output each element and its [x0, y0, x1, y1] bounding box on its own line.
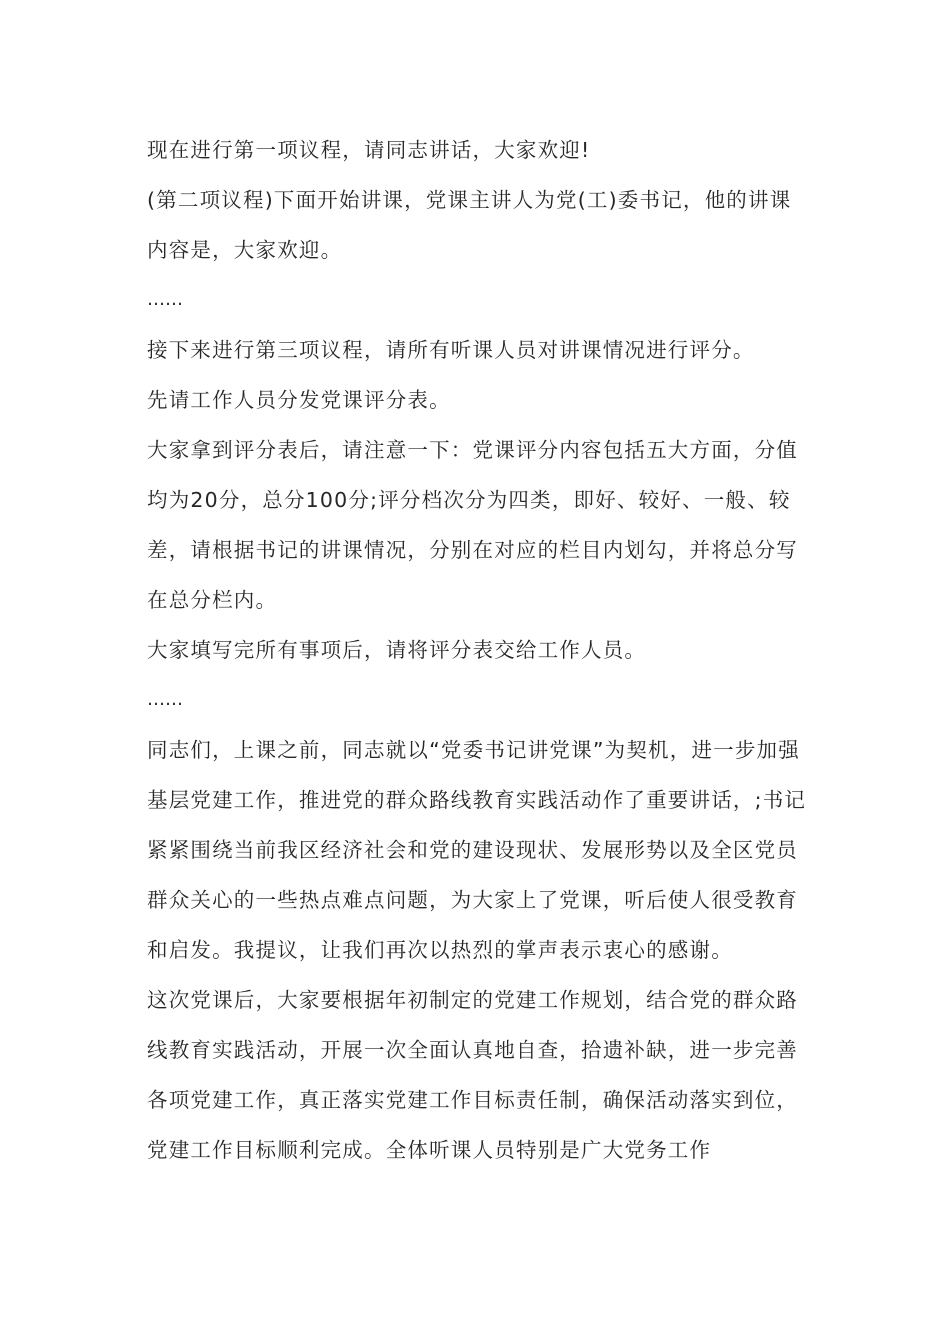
paragraph-ellipsis: …… — [147, 689, 183, 710]
paragraph-scoring-instructions: 大家拿到评分表后，请注意一下：党课评分内容包括五大方面，分值均为20分，总分100分;评分档次分为四类，即好、较好、一般、较差，请根据书记的讲课情况，分别在对应的栏目内划勾，并将总分写在总分栏内。 — [147, 438, 798, 612]
paragraph-agenda-two: (第二项议程)下面开始讲课，党课主讲人为党(工)委书记，他的讲课内容是，大家欢迎。 — [147, 188, 792, 262]
paragraph-ellipsis: …… — [147, 289, 183, 310]
paragraph-agenda-three: 接下来进行第三项议程，请所有听课人员对讲课情况进行评分。 — [147, 338, 755, 362]
paragraph-follow-up: 这次党课后，大家要根据年初制定的党建工作规划，结合党的群众路线教育实践活动，开展一次全面认真地自查，拾遗补缺，进一步完善各项党建工作，真正落实党建工作目标责任制，确保活动落实到位，党建工作目标顺利完成。全体听课人员特别是广大党务工作 — [147, 988, 798, 1162]
document-body — [147, 125, 807, 1175]
paragraph-submit-forms: 大家填写完所有事项后，请将评分表交给工作人员。 — [147, 638, 647, 662]
paragraph-agenda-one: 现在进行第一项议程，请同志讲话，大家欢迎! — [147, 138, 591, 162]
paragraph-distribute-forms: 先请工作人员分发党课评分表。 — [147, 388, 451, 412]
paragraph-thanks: 同志们，上课之前，同志就以“党委书记讲党课”为契机，进一步加强基层党建工作，推进党的群众路线教育实践活动作了重要讲话，;书记紧紧围绕当前我区经济社会和党的建设现状、发展形势以及全区党员群众关心的一些热点难点问题，为大家上了党课，听后使人很受教育和启发。我提议，让我们再次以热烈的掌声表示衷心的感谢。 — [147, 738, 807, 962]
